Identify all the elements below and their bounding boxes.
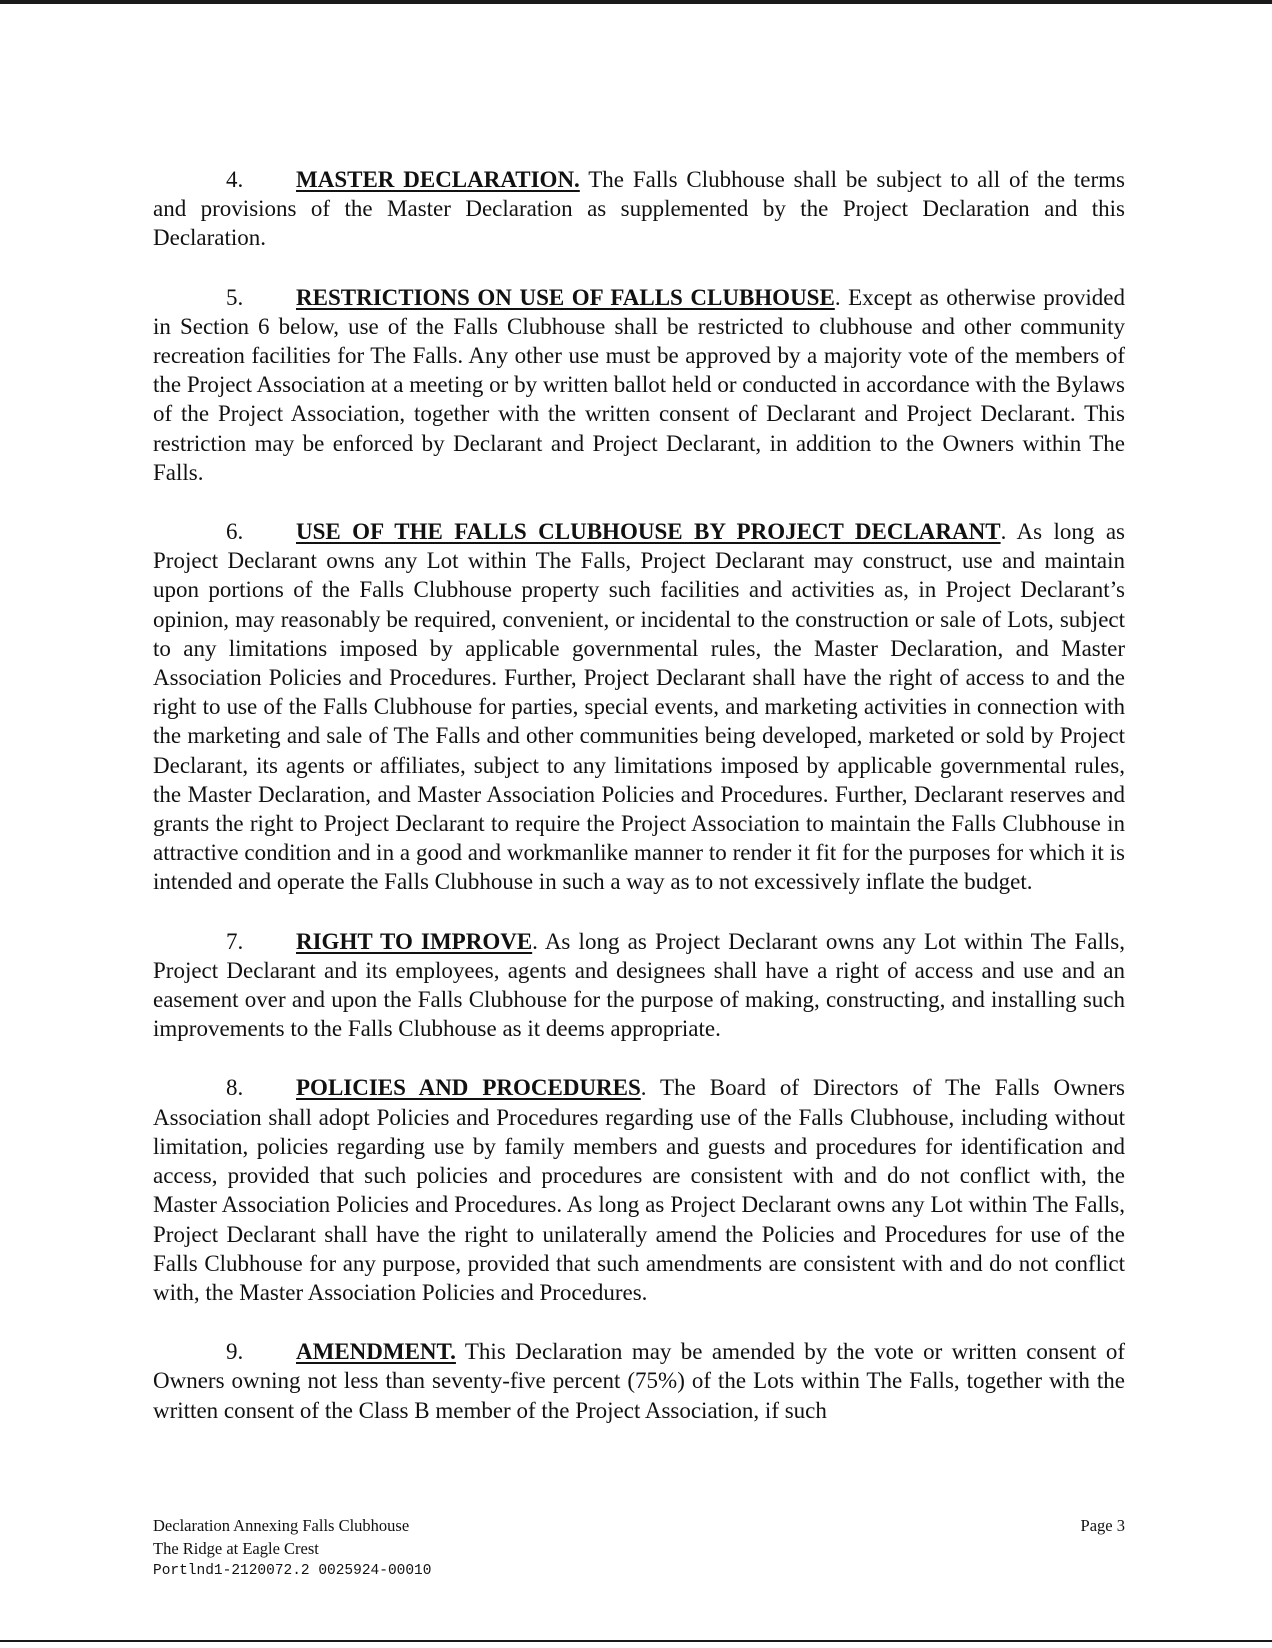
- section-8-number: 8.: [226, 1075, 244, 1101]
- section-6: [153, 517, 1125, 897]
- document-body: [153, 165, 1125, 1455]
- section-4-number: 4.: [226, 167, 244, 192]
- footer-document-title: Declaration Annexing Falls Clubhouse: [153, 1516, 410, 1535]
- section-8: [153, 1073, 1125, 1307]
- section-7-text: . As long as Project Declarant owns any Lot within The Falls, Project Declarant and its employees, agents and designees shall have a right of access and use and an easement over and upon the Falls Clubhouse for the purpose of making, constructing, and installing such improvements to the Falls Clubhouse as it deems appropriate.: [153, 928, 1125, 1042]
- footer-document-code: Portlnd1-2120072.2 0025924-00010: [153, 1563, 432, 1579]
- bottom-border: [0, 1640, 1272, 1642]
- section-5-number: 5.: [226, 284, 244, 310]
- section-7: [153, 927, 1125, 1044]
- section-8-text: . The Board of Directors of The Falls Owners Association shall adopt Policies and Procedures regarding use of the Falls Clubhouse, including without limitation, policies regarding use by family members and guests and procedures for identification and access, provided that such policies and procedures are consistent with and do not conflict with, the Master Association Policies and Procedures. As long as Project Declarant owns any Lot within The Falls, Project Declarant shall have the right to unilaterally amend the Policies and Procedures for use of the Falls Clubhouse for any purpose, provided that such amendments are consistent with and do not conflict with, the Master Association Policies and Procedures.: [153, 1075, 1125, 1305]
- section-8-title: POLICIES AND PROCEDURES: [296, 1075, 641, 1101]
- section-9-title: AMENDMENT.: [296, 1339, 456, 1365]
- section-6-text: . As long as Project Declarant owns any Lot within The Falls, Project Declarant may construct, use and maintain upon portions of the Falls Clubhouse property such facilities and activities as, in Project Declarant’s opinion, may reasonably be required, convenient, or incidental to the construction or sale of Lots, subject to any limitations imposed by applicable governmental rules, the Master Declaration, and Master Association Policies and Procedures. Further, Project Declarant shall have the right of access to and the right to use of the Falls Clubhouse for parties, special events, and marketing activities in connection with the marketing and sale of The Falls and other communities being developed, marketed or sold by Project Declarant, its agents or affiliates, subject to any limitations imposed by applicable governmental rules, the Master Declaration, and Master Association Policies and Procedures. Further, Declarant reserves and grants the right to Project Declarant to require the Project Association to maintain the Falls Clubhouse in attractive condition and in a good and workmanlike manner to render it fit for the purposes for which it is intended and operate the Falls Clubhouse in such a way as to not excessively inflate the budget.: [153, 519, 1125, 895]
- section-7-title: RIGHT TO IMPROVE: [296, 928, 533, 954]
- section-6-number: 6.: [226, 519, 244, 545]
- page-footer: [153, 1514, 1125, 1583]
- section-5-title: RESTRICTIONS ON USE OF FALLS CLUBHOUSE: [296, 284, 835, 310]
- section-9-number: 9.: [226, 1339, 244, 1365]
- section-9: [153, 1337, 1125, 1425]
- section-6-title: USE OF THE FALLS CLUBHOUSE BY PROJECT DECLARANT: [296, 519, 1001, 545]
- section-7-number: 7.: [226, 928, 244, 954]
- section-4-text: The Falls Clubhouse shall be subject to all of the terms and provisions of the Master Declaration as supplemented by the Project Declaration and this Declaration.: [153, 167, 1126, 251]
- section-4-title: MASTER DECLARATION.: [296, 167, 580, 192]
- top-border: [0, 0, 1272, 4]
- section-9-text: This Declaration may be amended by the vote or written consent of Owners owning not less than seventy-five percent (75%) of the Lots within The Falls, together with the written consent of the Class B member of the Project Association, if such: [153, 1339, 1125, 1423]
- section-5-text: . Except as otherwise provided in Section 6 below, use of the Falls Clubhouse shall be restricted to clubhouse and other community recreation facilities for The Falls. Any other use must be approved by a majority vote of the members of the Project Association at a meeting or by written ballot held or conducted in accordance with the Bylaws of the Project Association, together with the written consent of Declarant and Project Declarant. This restriction may be enforced by Declarant and Project Declarant, in addition to the Owners within The Falls.: [153, 284, 1125, 485]
- section-5: [153, 283, 1125, 487]
- section-4: [153, 165, 1125, 253]
- footer-project-name: The Ridge at Eagle Crest: [153, 1539, 319, 1558]
- page-number: Page 3: [1080, 1516, 1125, 1535]
